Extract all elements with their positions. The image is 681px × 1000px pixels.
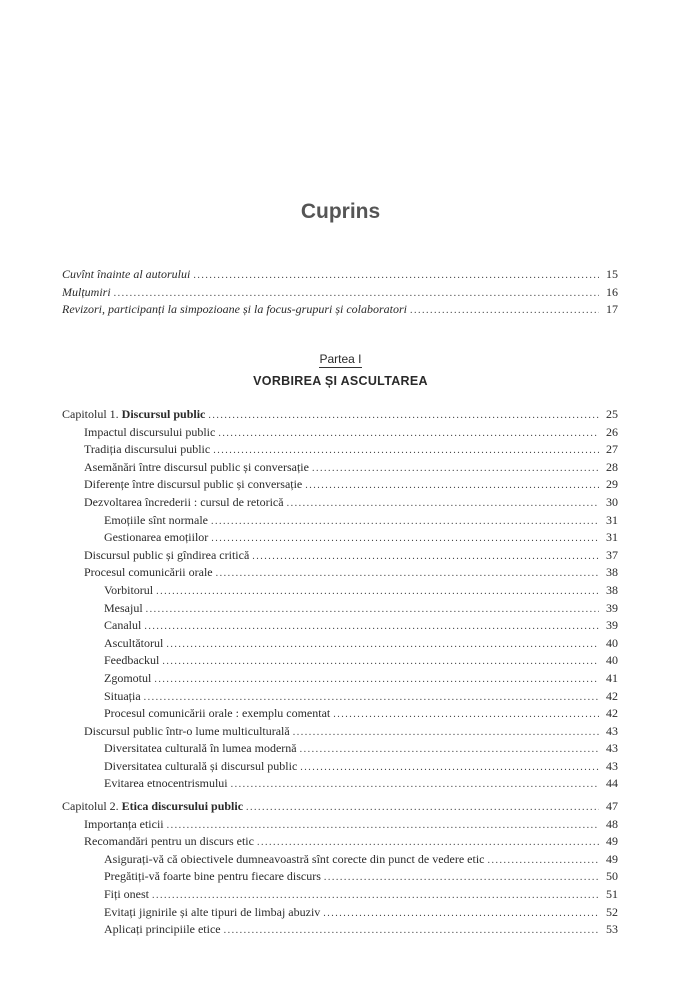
toc-entry-page: 42 xyxy=(606,706,618,721)
toc-entry[interactable] xyxy=(62,670,618,688)
leader-dots xyxy=(114,285,599,303)
chapter-heading-label xyxy=(62,798,243,816)
toc-entry-page: 42 xyxy=(606,688,618,703)
toc-entry-label: Canalul xyxy=(104,618,142,633)
toc-entry-page: 29 xyxy=(606,477,618,492)
part-number xyxy=(0,352,681,366)
leader-dots xyxy=(257,834,599,852)
leader-dots xyxy=(152,887,599,905)
leader-dots xyxy=(211,513,599,531)
toc-entry-label: Evitarea etnocentrismului xyxy=(104,776,228,791)
toc-entry-page: 30 xyxy=(606,494,618,509)
toc-entry-label: Gestionarea emoțiilor xyxy=(104,530,209,545)
toc-entry-page: 53 xyxy=(606,922,618,937)
toc-entry[interactable] xyxy=(62,301,618,319)
toc-entry-page: 37 xyxy=(606,547,618,562)
chapter-name: Discursul public xyxy=(121,407,206,421)
chapter-1-list xyxy=(62,406,618,793)
toc-entry[interactable] xyxy=(62,617,618,635)
toc-entry[interactable] xyxy=(62,868,618,886)
leader-dots xyxy=(166,636,599,654)
leader-dots xyxy=(287,495,599,513)
leader-dots xyxy=(410,302,599,320)
leader-dots xyxy=(488,852,599,870)
toc-entry-page: 43 xyxy=(606,758,618,773)
toc-entry-label: Tradiția discursului public xyxy=(84,442,211,457)
leader-dots xyxy=(324,869,599,887)
toc-entry-page: 25 xyxy=(606,407,618,421)
toc-entry[interactable] xyxy=(62,851,618,869)
toc-entry-page: 38 xyxy=(606,565,618,580)
leader-dots xyxy=(144,689,599,707)
toc-entry[interactable] xyxy=(62,512,618,530)
toc-entry-page: 51 xyxy=(606,886,618,901)
leader-dots xyxy=(211,530,599,548)
toc-entry[interactable] xyxy=(62,441,618,459)
leader-dots xyxy=(224,922,599,940)
leader-dots xyxy=(231,776,599,794)
toc-entry-label: Procesul comunicării orale xyxy=(84,565,213,580)
toc-entry[interactable] xyxy=(62,459,618,477)
toc-entry-label: Pregătiți-vă foarte bine pentru fiecare discurs xyxy=(104,869,321,884)
toc-entry-page: 43 xyxy=(606,723,618,738)
leader-dots xyxy=(154,671,599,689)
chapter-name: Etica discursului public xyxy=(121,799,244,813)
toc-entry[interactable] xyxy=(62,904,618,922)
toc-entry-label: Impactul discursului public xyxy=(84,424,216,439)
leader-dots xyxy=(305,477,599,495)
toc-entry-label: Mesajul xyxy=(104,600,143,615)
toc-entry-label: Diversitatea culturală și discursul public xyxy=(104,758,298,773)
leader-dots xyxy=(144,618,599,636)
toc-entry-label: Diversitatea culturală în lumea modernă xyxy=(104,741,297,756)
toc-entry-page: 39 xyxy=(606,600,618,615)
toc-entry-page: 50 xyxy=(606,869,618,884)
toc-entry-page: 44 xyxy=(606,776,618,791)
toc-entry-label: Recomandări pentru un discurs etic xyxy=(84,834,254,849)
toc-entry-page: 31 xyxy=(606,512,618,527)
toc-entry[interactable] xyxy=(62,758,618,776)
leader-dots xyxy=(312,460,599,478)
toc-entry[interactable] xyxy=(62,723,618,741)
toc-entry-page: 52 xyxy=(606,904,618,919)
toc-entry[interactable] xyxy=(62,564,618,582)
toc-entry[interactable] xyxy=(62,921,618,939)
leader-dots xyxy=(146,601,599,619)
chapter-prefix: Capitolul 1. xyxy=(62,407,122,421)
leader-dots xyxy=(293,724,599,742)
toc-entry-label: Cuvînt înainte al autorului xyxy=(62,267,191,281)
toc-entry[interactable] xyxy=(62,424,618,442)
toc-entry-page: 47 xyxy=(606,799,618,813)
leader-dots xyxy=(333,706,599,724)
leader-dots xyxy=(213,442,599,460)
toc-entry[interactable] xyxy=(62,688,618,706)
toc-entry-page: 26 xyxy=(606,424,618,439)
page-title: Cuprins xyxy=(300,200,381,223)
toc-entry-label: Ascultătorul xyxy=(104,635,164,650)
toc-entry[interactable] xyxy=(62,652,618,670)
leader-dots xyxy=(218,425,599,443)
toc-entry-label: Evitați jignirile și alte tipuri de limbaj abuziv xyxy=(104,904,321,919)
toc-entry[interactable] xyxy=(62,600,618,618)
toc-entry-label: Revizori, participanți la simpozioane și la focus-grupuri și colaboratori xyxy=(62,302,407,317)
toc-entry-page: 40 xyxy=(606,653,618,668)
toc-entry[interactable] xyxy=(62,529,618,547)
toc-entry-page: 39 xyxy=(606,618,618,633)
toc-entry-page: 31 xyxy=(606,530,618,545)
toc-entry-page: 38 xyxy=(606,582,618,597)
toc-entry-page: 49 xyxy=(606,834,618,849)
leader-dots xyxy=(162,653,599,671)
toc-entry-label: Situația xyxy=(104,688,141,703)
toc-entry[interactable] xyxy=(62,740,618,758)
toc-entry[interactable] xyxy=(62,284,618,302)
toc-entry-label: Asigurați-vă că obiectivele dumneavoastră sînt corecte din punct de vedere etic xyxy=(104,851,485,866)
toc-entry-page: 48 xyxy=(606,816,618,831)
toc-entry[interactable] xyxy=(62,266,618,284)
leader-dots xyxy=(193,267,599,285)
toc-entry[interactable] xyxy=(62,582,618,600)
toc-entry-page: 27 xyxy=(606,442,618,457)
part-title: VORBIREA ȘI ASCULTAREA xyxy=(253,374,428,388)
toc-entry[interactable] xyxy=(62,494,618,512)
toc-entry[interactable] xyxy=(62,775,618,793)
leader-dots xyxy=(246,799,599,817)
toc-entry-page: 16 xyxy=(606,284,618,299)
chapter-prefix: Capitolul 2. xyxy=(62,799,122,813)
toc-entry[interactable] xyxy=(62,547,618,565)
leader-dots xyxy=(167,817,599,835)
toc-entry[interactable] xyxy=(62,816,618,834)
leader-dots xyxy=(300,741,599,759)
toc-entry[interactable] xyxy=(62,476,618,494)
toc-entry-label: Dezvoltarea încrederii : cursul de retorică xyxy=(84,494,284,509)
toc-entry-label: Fiți onest xyxy=(104,886,150,901)
toc-entry-label: Procesul comunicării orale : exemplu comentat xyxy=(104,706,331,721)
toc-entry-page: 28 xyxy=(606,459,618,474)
chapter-heading-label xyxy=(62,406,205,424)
toc-entry-page: 49 xyxy=(606,851,618,866)
leader-dots xyxy=(323,905,599,923)
toc-entry-label: Vorbitorul xyxy=(104,582,154,597)
toc-entry-page: 17 xyxy=(606,302,618,317)
toc-entry[interactable] xyxy=(62,886,618,904)
leader-dots xyxy=(216,565,599,583)
toc-entry-label: Discursul public și gîndirea critică xyxy=(84,547,250,562)
leader-dots xyxy=(300,759,599,777)
part-number-text: Partea I xyxy=(319,352,362,366)
toc-entry-page: 43 xyxy=(606,741,618,756)
toc-entry-label: Aplicați principiile etice xyxy=(104,922,221,937)
leader-dots xyxy=(252,548,599,566)
toc-entry[interactable] xyxy=(62,705,618,723)
toc-entry-label: Emoțiile sînt normale xyxy=(104,512,208,527)
toc-entry-label: Zgomotul xyxy=(104,670,152,685)
toc-entry-label: Diferențe între discursul public și conversație xyxy=(84,477,303,492)
toc-entry[interactable] xyxy=(62,635,618,653)
chapter-2-list xyxy=(62,798,618,939)
toc-entry-label: Feedbackul xyxy=(104,653,160,668)
toc-entry-label: Mulțumiri xyxy=(62,284,111,299)
chapter-heading[interactable] xyxy=(62,798,618,816)
toc-entry-page: 40 xyxy=(606,635,618,650)
toc-entry-page: 41 xyxy=(606,670,618,685)
toc-entry[interactable] xyxy=(62,833,618,851)
toc-entry-label: Importanța eticii xyxy=(84,816,164,831)
toc-entry-page: 15 xyxy=(606,267,618,281)
chapter-heading[interactable] xyxy=(62,406,618,424)
toc-entry-label: Discursul public într-o lume multiculturală xyxy=(84,723,290,738)
leader-dots xyxy=(156,583,599,601)
leader-dots xyxy=(208,407,599,425)
front-matter-list xyxy=(62,266,618,319)
toc-entry-label: Asemănări între discursul public și conversație xyxy=(84,459,309,474)
